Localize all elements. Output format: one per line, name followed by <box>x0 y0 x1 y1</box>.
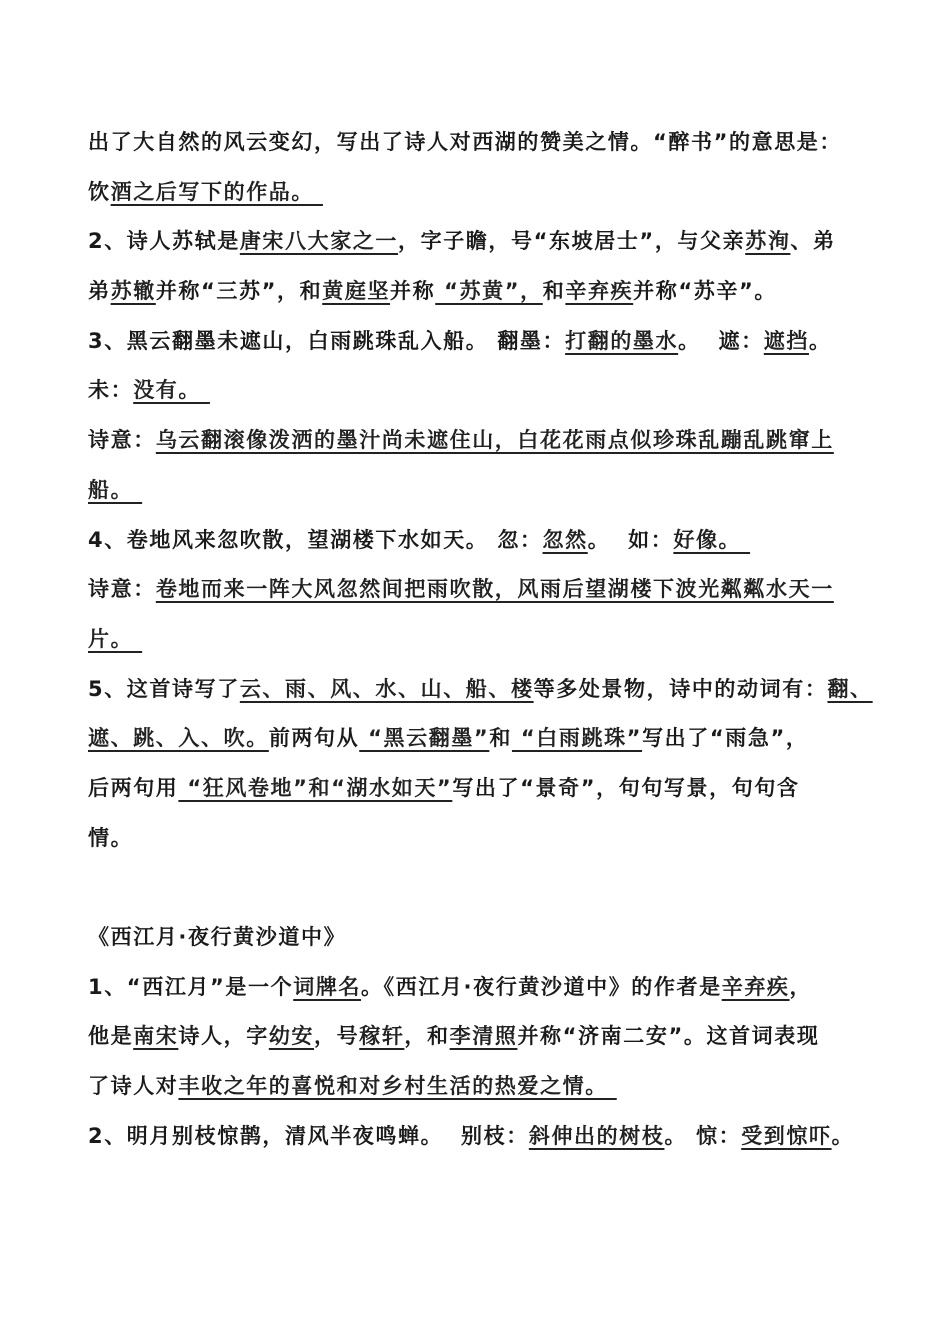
text-segment: ，和 <box>404 1024 450 1049</box>
text-segment: 。 <box>831 1123 855 1148</box>
text-segment: 《西江月·夜行黄沙道中》 <box>88 925 347 949</box>
answer-underlined: 卷地而来一阵大风忽然间把雨吹散，风雨后望湖楼下波光粼粼水天一 <box>155 577 834 602</box>
answer-underlined: 辛弃疾 <box>565 279 634 304</box>
text-line <box>88 168 918 218</box>
answer-underlined: 苏洵 <box>745 229 791 254</box>
text-segment: 4、卷地风来忽吹散，望湖楼下水如天。 忽： <box>88 527 543 552</box>
text-segment: 。 <box>808 328 832 353</box>
answer-underlined: 苏辙 <box>110 279 156 304</box>
answer-underlined: 云、雨、风、水、山、船、楼 <box>239 676 534 701</box>
text-segment: ，号 <box>314 1024 360 1049</box>
text-line <box>88 863 918 913</box>
answer-underlined: 没有。 <box>133 378 210 403</box>
text-segment: 饮 <box>88 179 111 204</box>
text-line <box>88 317 918 367</box>
answer-underlined: 唐宋八大家之一 <box>239 229 399 254</box>
answer-underlined: 丰收之年的喜悦和对乡村生活的热爱之情。 <box>178 1074 617 1099</box>
text-segment: 2、诗人苏轼是 <box>88 229 240 254</box>
text-line <box>88 1012 918 1062</box>
text-segment: 并称 <box>390 279 436 304</box>
text-line <box>88 1112 918 1162</box>
answer-underlined: 遮、跳、入、吹。 <box>88 726 269 751</box>
answer-underlined: 幼安 <box>268 1024 315 1049</box>
text-line <box>88 665 918 715</box>
text-segment: 出了大自然的风云变幻，写出了诗人对西湖的赞美之情。“醉书”的意思是： <box>88 130 843 154</box>
text-segment: 前两句从 <box>268 726 360 751</box>
answer-underlined: 打翻的墨水 <box>565 328 679 353</box>
text-segment: 未： <box>88 378 134 403</box>
text-segment: 后两句用 <box>88 775 179 800</box>
text-segment: 诗人，字 <box>178 1024 269 1049</box>
text-segment: 。 惊： <box>664 1123 742 1148</box>
answer-underlined: “狂风卷地”和“湖水如天” <box>178 775 453 800</box>
text-line <box>88 913 918 963</box>
answer-underlined: “黑云翻墨” <box>359 726 490 751</box>
text-line <box>88 466 918 516</box>
answer-underlined: 斜伸出的树枝 <box>528 1123 665 1148</box>
text-segment: 1、“西江月”是一个 <box>88 974 294 999</box>
answer-underlined: 翻、 <box>827 676 873 701</box>
text-segment: ， <box>789 974 813 999</box>
answer-underlined: 南宋 <box>133 1024 179 1049</box>
text-segment: 、弟 <box>790 229 836 254</box>
text-line <box>88 814 918 864</box>
text-line <box>88 267 918 317</box>
text-line <box>88 217 918 267</box>
answer-underlined: 片。 <box>88 626 143 651</box>
answer-underlined: “苏黄”， <box>435 279 543 304</box>
answer-underlined: 辛弃疾 <box>721 974 790 999</box>
text-segment: 诗意： <box>88 577 156 602</box>
text-segment: 等多处景物，诗中的动词有： <box>533 676 828 701</box>
answer-underlined: 酒之后写下的作品。 <box>110 179 323 204</box>
text-segment: 写出了“雨急”， <box>642 726 809 751</box>
text-segment: 2、明月别枝惊鹊，清风半夜鸣蝉。 别枝： <box>88 1123 529 1148</box>
text-segment: 弟 <box>88 279 111 304</box>
answer-underlined: 词牌名 <box>293 974 362 999</box>
answer-underlined: 李清照 <box>449 1024 518 1049</box>
answer-underlined: 乌云翻滚像泼洒的墨汁尚未遮住山，白花花雨点似珍珠乱蹦乱跳窜上 <box>155 428 834 453</box>
answer-underlined: 忽然 <box>542 527 588 552</box>
document-body <box>88 118 918 1161</box>
text-line <box>88 516 918 566</box>
answer-underlined: 受到惊吓 <box>741 1123 832 1148</box>
text-line <box>88 366 918 416</box>
answer-underlined: 黄庭坚 <box>322 279 391 304</box>
text-segment: 和 <box>489 726 512 751</box>
answer-underlined: 遮挡 <box>763 328 809 353</box>
text-segment: 并称“济南二安”。这首词表现 <box>517 1024 820 1049</box>
text-line <box>88 416 918 466</box>
answer-underlined: 稼轩 <box>359 1024 405 1049</box>
answer-underlined: “白雨跳珠” <box>511 726 643 751</box>
text-line <box>88 1062 918 1112</box>
text-segment: 诗意： <box>88 428 156 453</box>
text-segment: ，字子瞻，号“东坡居士”，与父亲 <box>398 229 746 254</box>
text-segment: 。 如： <box>587 527 674 552</box>
text-line <box>88 963 918 1013</box>
text-line <box>88 118 918 168</box>
text-segment: 并称“苏辛”。 <box>633 279 777 304</box>
text-segment: 了诗人对 <box>88 1074 179 1099</box>
text-segment: 情。 <box>88 825 134 850</box>
text-line <box>88 565 918 615</box>
text-line <box>88 764 918 814</box>
text-segment: 写出了“景奇”，句句写景，句句含 <box>452 775 800 800</box>
text-segment: 。《西江月·夜行黄沙道中》的作者是 <box>361 974 722 999</box>
text-line <box>88 615 918 665</box>
text-segment: 他是 <box>88 1024 134 1049</box>
text-segment: 并称“三苏”，和 <box>155 279 323 304</box>
text-segment: 5、这首诗写了 <box>88 676 240 701</box>
answer-underlined: 好像。 <box>673 527 751 552</box>
text-segment: 和 <box>542 279 566 304</box>
text-segment: 。 遮： <box>678 328 764 353</box>
text-line <box>88 714 918 764</box>
text-segment: 3、黑云翻墨未遮山，白雨跳珠乱入船。 翻墨： <box>88 328 566 353</box>
answer-underlined: 船。 <box>88 477 143 502</box>
